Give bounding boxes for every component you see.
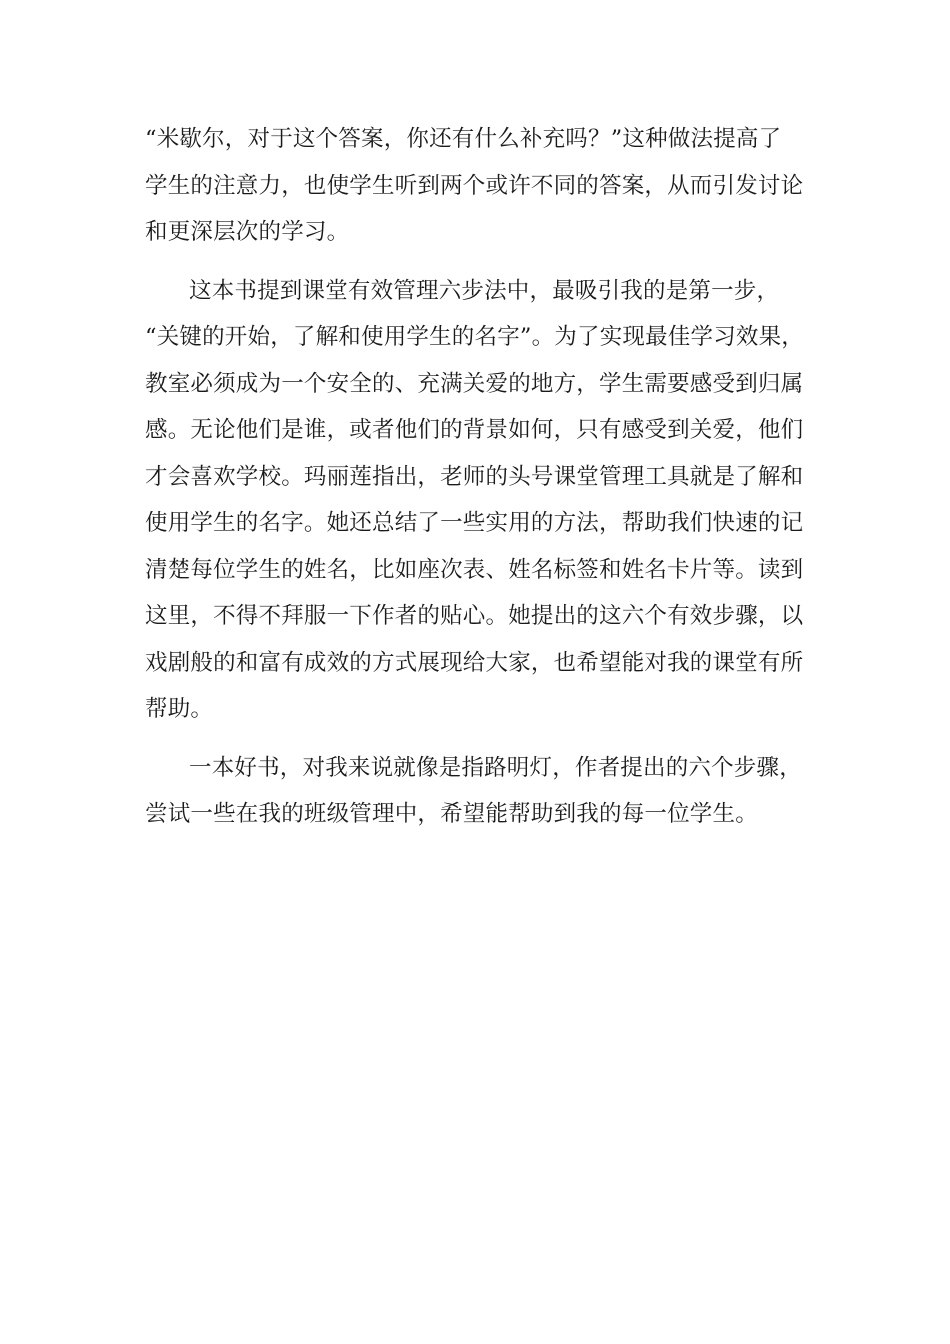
paragraph-line: “关键的开始，了解和使用学生的名字”。为了实现最佳学习效果，: [145, 324, 805, 350]
paragraph-line: 这本书提到课堂有效管理六步法中，最吸引我的是第一步，: [189, 277, 780, 304]
paragraph-line: 一本好书，对我来说就像是指路明灯，作者提出的六个步骤，: [189, 754, 802, 781]
paragraph-line: 才会喜欢学校。玛丽莲指出，老师的头号课堂管理工具就是了解和: [145, 463, 804, 490]
paragraph-line: 和更深层次的学习。: [145, 219, 350, 245]
paragraph-line: “米歇尔，对于这个答案，你还有什么补充吗？”这种做法提高了: [145, 126, 782, 152]
paragraph-line: 戏剧般的和富有成效的方式展现给大家，也希望能对我的课堂有所: [145, 649, 804, 676]
paragraph-line: 清楚每位学生的姓名，比如座次表、姓名标签和姓名卡片等。读到: [145, 556, 804, 583]
paragraph-line: 感。无论他们是谁，或者他们的背景如何，只有感受到关爱，他们: [145, 417, 804, 443]
paragraph-line: 尝试一些在我的班级管理中，希望能帮助到我的每一位学生。: [145, 801, 758, 827]
paragraph-3: [145, 745, 810, 838]
paragraph-line: 这里，不得不拜服一下作者的贴心。她提出的这六个有效步骤，以: [145, 603, 804, 629]
paragraph-line: 教室必须成为一个安全的、充满关爱的地方，学生需要感受到归属: [145, 370, 804, 397]
paragraph-2: [145, 268, 810, 733]
paragraph-line: 使用学生的名字。她还总结了一些实用的方法，帮助我们快速的记: [145, 510, 804, 536]
paragraph-line: 帮助。: [145, 696, 214, 722]
document-body: [145, 116, 810, 850]
paragraph-1: [145, 116, 810, 256]
paragraph-line: 学生的注意力，也使学生听到两个或许不同的答案，从而引发讨论: [145, 172, 804, 199]
